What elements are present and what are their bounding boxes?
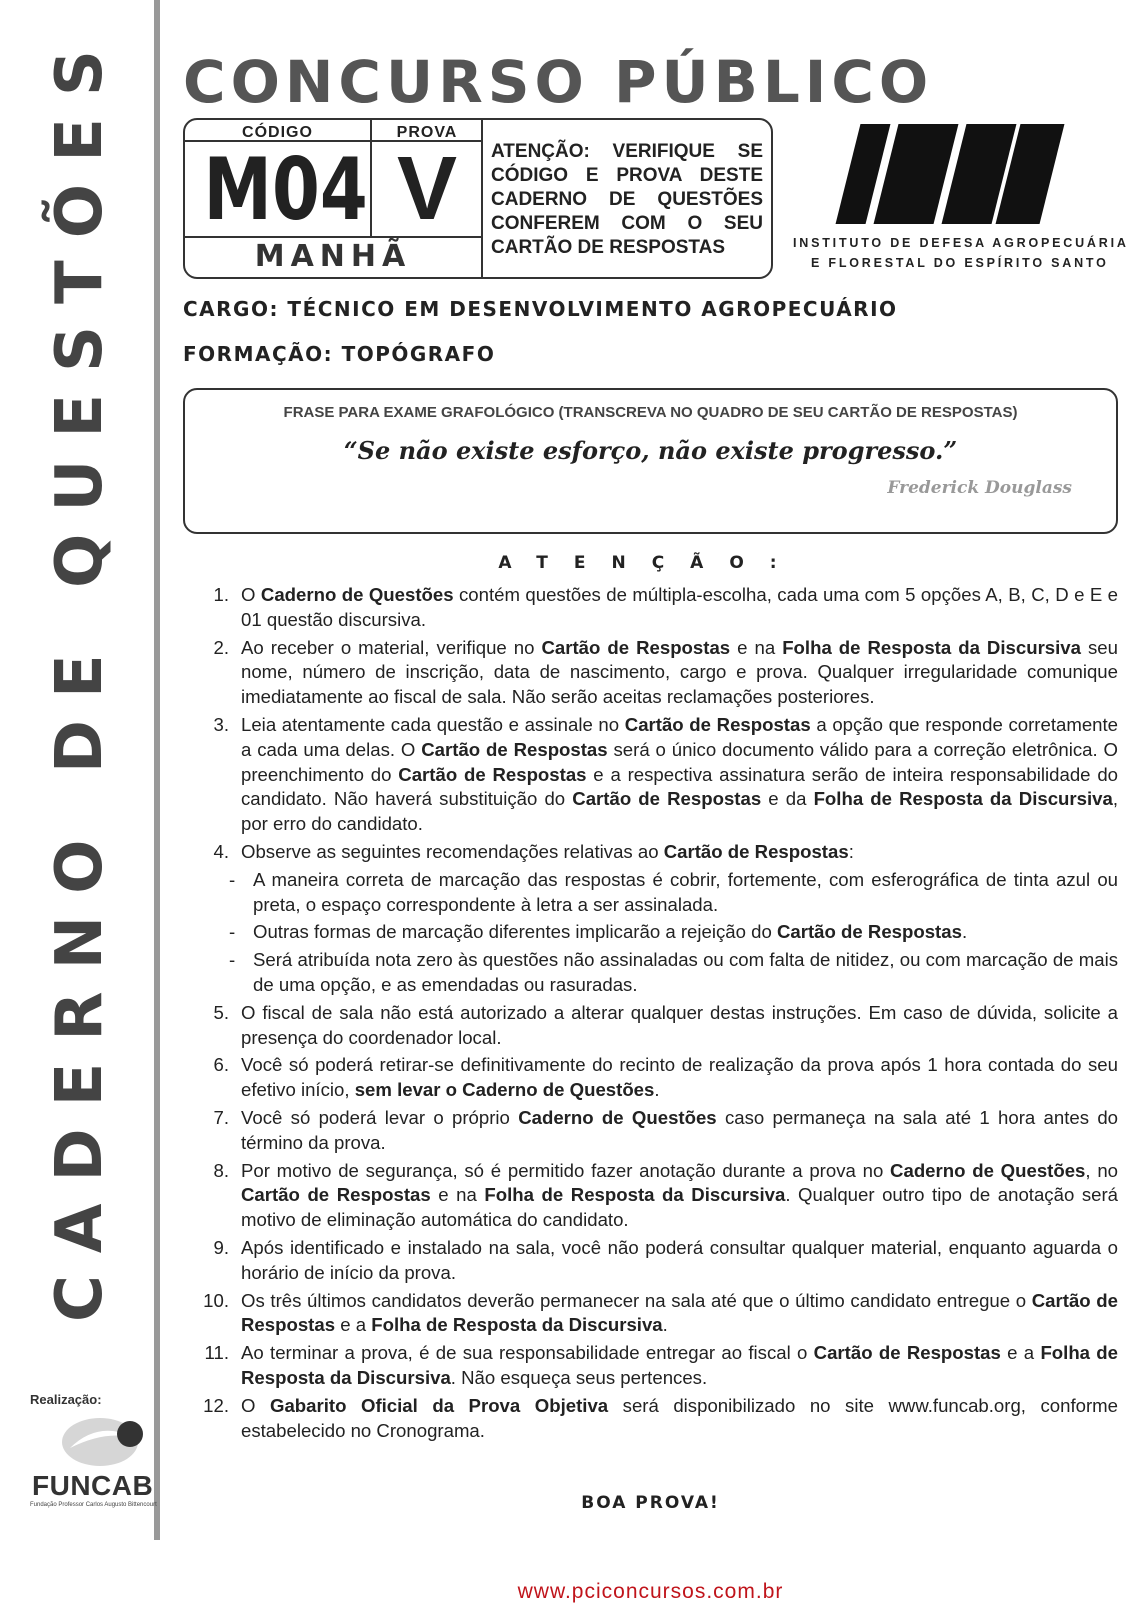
text-run: será o único documento válido para a correção eletrônica. O preenchimento do — [241, 738, 1118, 785]
bold-text: Caderno de Questões — [890, 1159, 1086, 1181]
code-box — [183, 118, 773, 279]
funcab-subtitle: Fundação Professor Carlos Augusto Bittencourt — [30, 1502, 157, 1508]
instruction-item — [193, 583, 1118, 633]
dash-bullet: - — [229, 868, 236, 890]
bold-text: Cartão de Respostas — [421, 738, 608, 760]
atencao-notice: ATENÇÃO: VERIFIQUE SE CÓDIGO E PROVA DESTE CADERNO DE QUESTÕES CONFEREM COM O SEU CARTÃO DE RESPOSTAS — [491, 141, 763, 258]
text-run: . Qualquer outro tipo de anotação será motivo de eliminação automática do candidato. — [241, 1184, 1119, 1231]
text-run: Por motivo de segurança, só é permitido fazer anotação durante a prova no — [241, 1159, 891, 1181]
bold-text: Cartão de Respostas — [241, 1289, 1118, 1336]
text-run: Ao receber o material, verifique no — [241, 636, 542, 658]
instruction-item — [193, 1106, 1118, 1156]
side-vertical-title: CADERNO DE QUESTÕES — [43, 27, 117, 1323]
instruction-subitem — [229, 948, 1118, 998]
bold-text: Caderno de Questões — [518, 1106, 717, 1128]
instruction-number: 7. — [213, 1106, 229, 1128]
text-run: A maneira correta de marcação das respostas é cobrir, fortemente, com esferográfica de tinta azul ou preta, o espaço correspondente à letra a ser assinalada. — [253, 868, 1118, 915]
bold-text: Folha de Resposta da Discursiva — [371, 1314, 663, 1336]
bold-text: Cartão de Respostas — [813, 1342, 1001, 1364]
instruction-text — [241, 1341, 1118, 1391]
codigo-label: CÓDIGO — [242, 124, 313, 141]
prova-label: PROVA — [396, 124, 458, 141]
instruction-item — [193, 713, 1118, 837]
instruction-subitem — [229, 868, 1118, 918]
text-run: , por erro do candidato. — [241, 788, 1118, 835]
text-run: seu nome, número de inscrição, data de nascimento, cargo e prova. Qualquer irregularidade comunique imediatamente ao fiscal de sala. Não serão aceitas reclamações posteriores. — [241, 636, 1118, 708]
text-run: e na — [730, 636, 783, 658]
main-title: CONCURSO PÚBLICO — [183, 48, 934, 116]
text-run: Será atribuída nota zero às questões não assinaladas ou com falta de nitidez, ou com marcação de mais de uma opção, e as emendadas ou rasuradas. — [253, 949, 1118, 995]
bold-text: Folha de Resposta da Discursiva — [484, 1184, 786, 1206]
text-run: . Não esqueça seus pertences. — [450, 1366, 708, 1388]
instruction-text — [241, 1053, 1118, 1103]
prova-value: V — [396, 139, 458, 239]
text-run: Outras formas de marcação diferentes implicarão a rejeição do — [253, 921, 777, 943]
instruction-text — [241, 1159, 1118, 1233]
bold-text: sem levar o Caderno de Questões — [354, 1079, 655, 1101]
text-run: Leia atentamente cada questão e assinale no — [241, 713, 625, 735]
text-run: será disponibilizado no site www.funcab.org, conforme estabelecido no Cronograma. — [241, 1394, 1118, 1441]
bold-text: Folha de Resposta da Discursiva — [782, 636, 1081, 658]
bold-text: Cartão de Respostas — [398, 763, 587, 785]
footer-url: www.pciconcursos.com.br — [517, 1580, 784, 1603]
instruction-number: 5. — [213, 1001, 229, 1023]
cargo: CARGO: TÉCNICO EM DESENVOLVIMENTO AGROPECUÁRIO — [183, 297, 898, 321]
instruction-item — [193, 1394, 1118, 1444]
instruction-item — [193, 1289, 1118, 1339]
text-run: Ao terminar a prova, é de sua responsabilidade entregar ao fiscal o — [241, 1342, 814, 1364]
instruction-number: 12. — [203, 1394, 229, 1416]
vertical-divider — [154, 0, 160, 1540]
instruction-item — [193, 1053, 1118, 1103]
text-run: e a respectiva assinatura serão de inteira responsabilidade do candidato. Não haverá substituição do — [241, 763, 1118, 810]
text-run: . — [662, 1314, 668, 1336]
bold-text: Folha de Resposta da Discursiva — [241, 1342, 1119, 1388]
text-run: e a — [1000, 1342, 1041, 1364]
text-run: caso permaneça na sala até 1 hora antes do término da prova. — [241, 1106, 1119, 1153]
text-run: : — [848, 840, 854, 862]
bold-text: Cartão de Respostas — [624, 713, 811, 735]
text-run: Observe as seguintes recomendações relativas ao — [241, 840, 664, 862]
instruction-subtext — [253, 920, 1118, 945]
frase-label: FRASE PARA EXAME GRAFOLÓGICO (TRANSCREVA NO QUADRO DE SEU CARTÃO DE RESPOSTAS) — [283, 404, 1018, 421]
bold-text: Cartão de Respostas — [241, 1184, 431, 1206]
bold-text: Cartão de Respostas — [572, 788, 762, 810]
instruction-number: 9. — [213, 1236, 229, 1258]
instruction-number: 10. — [203, 1289, 229, 1311]
instruction-text — [241, 840, 1118, 865]
bold-text: Folha de Resposta da Discursiva — [813, 788, 1113, 810]
instruction-item — [193, 1159, 1118, 1233]
text-run: O — [241, 1394, 270, 1416]
instruction-item — [193, 1236, 1118, 1286]
text-run: O fiscal de sala não está autorizado a alterar qualquer destas instruções. Em caso de dúvida, solicite a presença do coordenador local. — [241, 1001, 1118, 1048]
text-run: e a — [335, 1314, 372, 1336]
instruction-text — [241, 1289, 1118, 1339]
bold-text: Cartão de Respostas — [541, 636, 731, 658]
instruction-item — [193, 1001, 1118, 1051]
instruction-text — [241, 583, 1118, 633]
text-run: Após identificado e instalado na sala, você não poderá consultar qualquer material, enquanto aguarda o horário de início da prova. — [241, 1236, 1118, 1283]
instruction-text — [241, 1001, 1118, 1051]
text-run: a opção que responde corretamente a cada uma delas. O — [241, 713, 1119, 760]
instruction-text — [241, 713, 1118, 837]
funcab-name: FUNCAB — [32, 1470, 154, 1501]
instruction-number: 2. — [213, 636, 229, 658]
instruction-number: 4. — [213, 840, 229, 862]
codigo-value: M04 — [203, 140, 368, 240]
instruction-number: 3. — [213, 713, 229, 735]
instruction-number: 6. — [213, 1054, 229, 1076]
instruction-number: 11. — [204, 1342, 229, 1364]
text-run: Os três últimos candidatos deverão permanecer na sala até que o último candidato entregue o — [241, 1289, 1032, 1311]
instruction-number: 1. — [213, 584, 229, 605]
instruction-subtext — [253, 948, 1118, 998]
idaf-name-line1: INSTITUTO DE DEFESA AGROPECUÁRIA — [793, 236, 1129, 250]
text-run: , no — [1085, 1159, 1119, 1181]
instruction-text — [241, 1236, 1118, 1286]
bold-text: Cartão de Respostas — [663, 840, 849, 862]
instruction-subitem — [229, 920, 1118, 945]
text-run: Você só poderá retirar-se definitivamente do recinto de realização da prova após 1 hora contada do seu efetivo início, — [241, 1054, 1118, 1101]
bold-text: Cartão de Respostas — [776, 921, 962, 943]
instruction-item — [193, 840, 1118, 865]
instruction-text — [241, 636, 1118, 710]
instruction-text — [241, 1394, 1118, 1444]
formacao: FORMAÇÃO: TOPÓGRAFO — [183, 342, 496, 366]
dash-bullet: - — [229, 949, 236, 971]
realizacao-label: Realização: — [30, 1392, 102, 1407]
frase-box — [183, 388, 1118, 534]
dash-bullet: - — [229, 921, 236, 943]
boa-prova: BOA PROVA! — [581, 1493, 720, 1513]
frase-text: “Se não existe esforço, não existe progresso.” — [343, 436, 958, 465]
bold-text: Gabarito Oficial da Prova Objetiva — [270, 1394, 609, 1416]
idaf-logo — [836, 124, 1056, 224]
instruction-number: 8. — [213, 1159, 229, 1181]
instructions-list — [193, 583, 1118, 1446]
frase-author: Frederick Douglass — [887, 478, 1072, 498]
idaf-name-line2: E FLORESTAL DO ESPÍRITO SANTO — [811, 256, 1109, 270]
instruction-text — [241, 1106, 1118, 1156]
instruction-item — [193, 636, 1118, 710]
atencao-heading: ATENÇÃO: — [498, 553, 803, 573]
text-run: contém questões de múltipla-escolha, cada uma com 5 opções A, B, C, D e E e 01 questão discursiva. — [241, 584, 1118, 630]
text-run: Você só poderá levar o próprio — [241, 1106, 519, 1128]
text-run: . — [961, 921, 968, 943]
instruction-item — [193, 1341, 1118, 1391]
bold-text: Caderno de Questões — [260, 584, 454, 605]
text-run: O — [241, 584, 261, 605]
funcab-logo-icon — [60, 1412, 150, 1468]
text-run: . — [654, 1079, 660, 1101]
text-run: e da — [761, 788, 814, 810]
turno-value: MANHÃ — [254, 239, 412, 274]
instruction-subtext — [253, 868, 1118, 918]
text-run: e na — [430, 1184, 485, 1206]
